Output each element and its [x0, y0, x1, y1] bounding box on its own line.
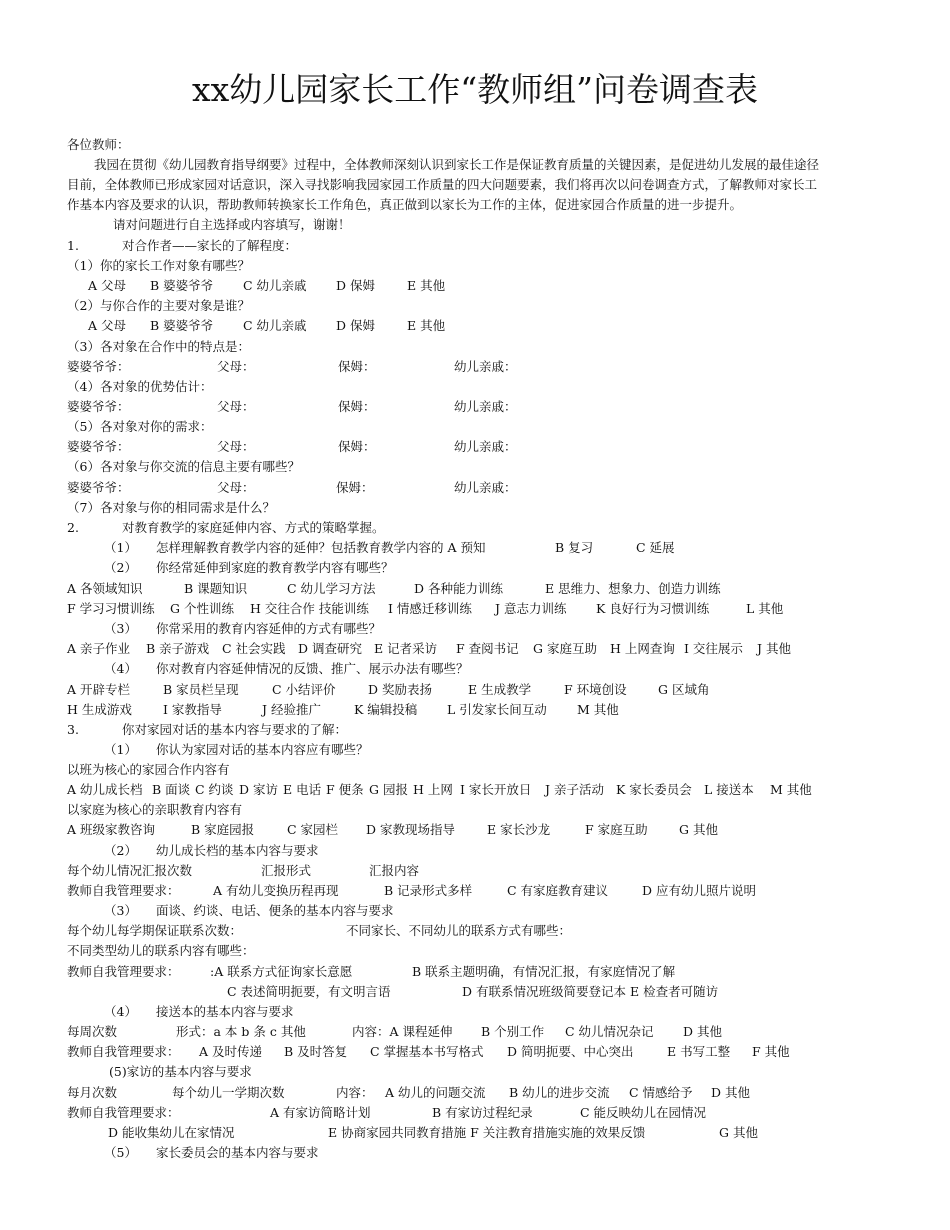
fill-field[interactable]: 保姆：: [336, 480, 374, 495]
greeting: 各位教师：: [67, 137, 130, 152]
subheading: 以家庭为核心的亲职教育内容有: [67, 802, 243, 817]
fill-field[interactable]: 幼儿亲戚：: [454, 399, 517, 414]
question: （3）各对象在合作中的特点是：: [67, 339, 250, 354]
intro-line: 目前，全体教师已形成家园对话意识，深入寻找影响我园家园工作质量的四大问题要素，我们将再次以问卷调查方式，了解教师对家长工: [67, 177, 818, 192]
fill-field[interactable]: 父母：: [217, 439, 255, 454]
option: E 家长沙龙: [487, 822, 551, 837]
option: C 社会实践: [222, 641, 286, 656]
fill-field[interactable]: 保姆：: [338, 359, 376, 374]
requirement-label: 教师自我管理要求：: [67, 1105, 180, 1120]
option: D 奖励表扬: [368, 682, 432, 697]
option: B 有家访过程纪录: [432, 1105, 533, 1120]
option: D 保姆: [336, 278, 375, 293]
option: A 各领域知识: [67, 581, 143, 596]
section-title: 对教育教学的家庭延伸内容、方式的策略掌握。: [122, 520, 385, 535]
option: F 环境创设: [564, 682, 627, 697]
option: J 经验推广: [262, 702, 321, 717]
requirement-label: 教师自我管理要求：: [67, 883, 180, 898]
option: D 其他: [711, 1085, 750, 1100]
option: I 家长开放日: [460, 782, 532, 797]
option: A 父母: [88, 278, 127, 293]
option: K 良好行为习惯训练: [596, 601, 710, 616]
subheading: 以班为核心的家园合作内容有: [67, 762, 230, 777]
option: C 约谈: [195, 782, 234, 797]
option: B 婆婆爷爷: [150, 278, 214, 293]
option: F 其他: [752, 1044, 790, 1059]
question: (5)家访的基本内容与要求: [109, 1064, 252, 1079]
fill-field[interactable]: 婆婆爷爷：: [67, 439, 130, 454]
option: E 电话: [283, 782, 322, 797]
option: F 便条: [326, 782, 364, 797]
question-number: （4）: [104, 661, 137, 676]
option: G 个性训练: [170, 601, 234, 616]
question-number: （2）: [104, 843, 137, 858]
option: B 幼儿的进步交流: [509, 1085, 610, 1100]
question: 家长委员会的基本内容与要求: [156, 1145, 319, 1160]
question: 你认为家园对话的基本内容应有哪些？: [156, 742, 369, 757]
section-title: 你对家园对话的基本内容与要求的了解：: [122, 722, 348, 737]
option: D 其他: [683, 1024, 722, 1039]
option: A 幼儿成长档: [67, 782, 143, 797]
question: （6）各对象与你交流的信息主要有哪些？: [67, 459, 300, 474]
option: C 表述简明扼要，有文明言语: [227, 984, 391, 999]
option: D 有联系情况班级简要登记本 E 检查者可随访: [462, 984, 719, 999]
option: D 能收集幼儿在家情况: [108, 1125, 235, 1140]
option: A 幼儿的问题交流: [385, 1085, 486, 1100]
option: B 家员栏呈现: [163, 682, 239, 697]
fill-field[interactable]: 幼儿亲戚：: [454, 359, 517, 374]
option: I 情感迁移训练: [388, 601, 472, 616]
fill-field[interactable]: 不同家长、不同幼儿的联系方式有哪些：: [346, 923, 572, 938]
option: A 班级家教咨询: [67, 822, 156, 837]
option: B 亲子游戏: [146, 641, 210, 656]
question-number: （3）: [104, 903, 137, 918]
option: E 书写工整: [667, 1044, 731, 1059]
option: A 父母: [88, 318, 127, 333]
option: A 及时传递: [199, 1044, 263, 1059]
option: G 园报: [369, 782, 408, 797]
option: G 其他: [719, 1125, 758, 1140]
fill-field[interactable]: 婆婆爷爷：: [67, 359, 130, 374]
question: （5）各对象对你的需求：: [67, 419, 213, 434]
question-number: （4）: [104, 1004, 137, 1019]
fill-field[interactable]: 每周次数: [67, 1024, 118, 1039]
option: B 课题知识: [184, 581, 248, 596]
option: D 家教现场指导: [366, 822, 455, 837]
option: F 查阅书记: [456, 641, 519, 656]
option: D 调查研究: [298, 641, 362, 656]
option: C 情感给予: [629, 1085, 693, 1100]
option: B 及时答复: [284, 1044, 348, 1059]
option: E 思维力、想象力、创造力训练: [545, 581, 721, 596]
fill-field[interactable]: 婆婆爷爷：: [67, 399, 130, 414]
option: C 小结评价: [272, 682, 336, 697]
option: H 交往合作 技能训练: [250, 601, 369, 616]
question: 幼儿成长档的基本内容与要求: [156, 843, 319, 858]
fill-field[interactable]: 婆婆爷爷：: [67, 480, 130, 495]
option: A 开辟专栏: [67, 682, 131, 697]
question-number: （5）: [104, 1145, 137, 1160]
question: 面谈、约谈、电话、便条的基本内容与要求: [156, 903, 394, 918]
option: H 上网查询: [610, 641, 675, 656]
question-number: （2）: [104, 560, 137, 575]
option: E 其他: [407, 318, 446, 333]
option: C 幼儿学习方法: [287, 581, 376, 596]
fill-field[interactable]: 保姆：: [338, 439, 376, 454]
option: L 其他: [746, 601, 784, 616]
intro-instruction: 请对问题进行自主选择或内容填写，谢谢！: [113, 217, 351, 232]
fill-field[interactable]: 每个幼儿一学期次数: [172, 1085, 285, 1100]
option: E 记者采访: [374, 641, 438, 656]
question: 你常采用的教育内容延伸的方式有哪些？: [156, 621, 382, 636]
fill-field[interactable]: 每月次数: [67, 1085, 118, 1100]
question: 你经常延伸到家庭的教育教学内容有哪些？: [156, 560, 394, 575]
fill-field[interactable]: 父母：: [217, 399, 255, 414]
question-number: （1）: [104, 540, 137, 555]
option: D 家访: [239, 782, 278, 797]
option: E 其他: [407, 278, 446, 293]
fill-field[interactable]: 父母：: [217, 480, 255, 495]
option: B 婆婆爷爷: [150, 318, 214, 333]
question: （2）与你合作的主要对象是谁？: [67, 298, 250, 313]
question: 你对教育内容延伸情况的反馈、推广、展示办法有哪些？: [156, 661, 469, 676]
option: L 接送本: [704, 782, 754, 797]
option: G 家庭互助: [533, 641, 597, 656]
option: J 其他: [757, 641, 791, 656]
option: B 家庭园报: [191, 822, 255, 837]
fill-field[interactable]: 每个幼儿每学期保证联系次数：: [67, 923, 243, 938]
fill-field[interactable]: 每个幼儿情况汇报次数: [67, 863, 193, 878]
fill-field[interactable]: 汇报内容: [369, 863, 420, 878]
option: A 有家访简略计划: [270, 1105, 371, 1120]
question: （7）各对象与你的相同需求是什么？: [67, 500, 275, 515]
option: E 协商家园共同教育措施 F 关注教育措施实施的效果反馈: [328, 1125, 646, 1140]
option: A 有幼儿变换历程再现: [213, 883, 339, 898]
option: C 家园栏: [287, 822, 339, 837]
option: J 意志力训练: [495, 601, 567, 616]
option: D 保姆: [336, 318, 375, 333]
option: H 上网: [413, 782, 453, 797]
option: G 区域角: [658, 682, 710, 697]
option: L 引发家长间互动: [447, 702, 547, 717]
option: C 幼儿亲戚: [243, 318, 307, 333]
intro-line: 作基本内容及要求的认识，帮助教师转换家长工作角色，真正做到以家长为工作的主体，促进家园合作质量的进一步提升。: [67, 197, 743, 212]
section-number: 3.: [67, 722, 79, 737]
option: I 家教指导: [163, 702, 222, 717]
option: E 生成教学: [468, 682, 532, 697]
option: G 其他: [679, 822, 718, 837]
option: K 家长委员会: [616, 782, 692, 797]
section-number: 1.: [67, 238, 79, 253]
option: D 应有幼儿照片说明: [642, 883, 756, 898]
option: J 亲子活动: [545, 782, 604, 797]
option: F 学习习惯训练: [67, 601, 155, 616]
option: B 面谈: [152, 782, 191, 797]
fill-field[interactable]: 幼儿亲戚：: [454, 480, 517, 495]
option: :A 联系方式征询家长意愿: [210, 964, 353, 979]
page-title: xx幼儿园家长工作“教师组”问卷调查表: [192, 70, 758, 109]
fill-field[interactable]: 汇报形式: [261, 863, 312, 878]
question-number: （1）: [104, 742, 137, 757]
option: D 各种能力训练: [414, 581, 503, 596]
question: （4）各对象的优势估计：: [67, 379, 213, 394]
requirement-label: 教师自我管理要求：: [67, 964, 180, 979]
option: I 交往展示: [684, 641, 743, 656]
fill-field[interactable]: 不同类型幼儿的联系内容有哪些：: [67, 943, 255, 958]
option: M 其他: [770, 782, 812, 797]
option: F 家庭互助: [585, 822, 648, 837]
option: A 亲子作业: [67, 641, 131, 656]
question: 怎样理解教育教学内容的延伸？包括教育教学内容的 A 预知: [156, 540, 486, 555]
option: C 掌握基本书写格式: [370, 1044, 484, 1059]
fill-field[interactable]: 保姆：: [338, 399, 376, 414]
question: （1）你的家长工作对象有哪些？: [67, 258, 250, 273]
option: C 能反映幼儿在园情况: [580, 1105, 707, 1120]
question: 接送本的基本内容与要求: [156, 1004, 294, 1019]
option: K 编辑投稿: [354, 702, 418, 717]
option: D 简明扼要、中心突出: [507, 1044, 634, 1059]
option: B 复习: [555, 540, 594, 555]
fill-field[interactable]: 幼儿亲戚：: [454, 439, 517, 454]
option: H 生成游戏: [67, 702, 132, 717]
option: B 联系主题明确，有情况汇报，有家庭情况了解: [412, 964, 676, 979]
section-title: 对合作者——家长的了解程度：: [122, 238, 298, 253]
question-number: （3）: [104, 621, 137, 636]
fill-field[interactable]: 父母：: [217, 359, 255, 374]
intro-line: 我园在贯彻《幼儿园教育指导纲要》过程中，全体教师深刻认识到家长工作是保证教育质量的关键因素，是促进幼儿发展的最佳途径: [94, 157, 820, 172]
option: 内容：A 课程延伸: [352, 1024, 453, 1039]
option: 形式：a 本 b 条 c 其他: [176, 1024, 306, 1039]
option: 内容：: [336, 1085, 374, 1100]
section-number: 2.: [67, 520, 79, 535]
option: M 其他: [577, 702, 619, 717]
option: C 幼儿情况杂记: [565, 1024, 654, 1039]
option: C 延展: [636, 540, 675, 555]
requirement-label: 教师自我管理要求：: [67, 1044, 180, 1059]
option: C 幼儿亲戚: [243, 278, 307, 293]
option: C 有家庭教育建议: [507, 883, 609, 898]
option: B 记录形式多样: [384, 883, 473, 898]
option: B 个别工作: [481, 1024, 545, 1039]
